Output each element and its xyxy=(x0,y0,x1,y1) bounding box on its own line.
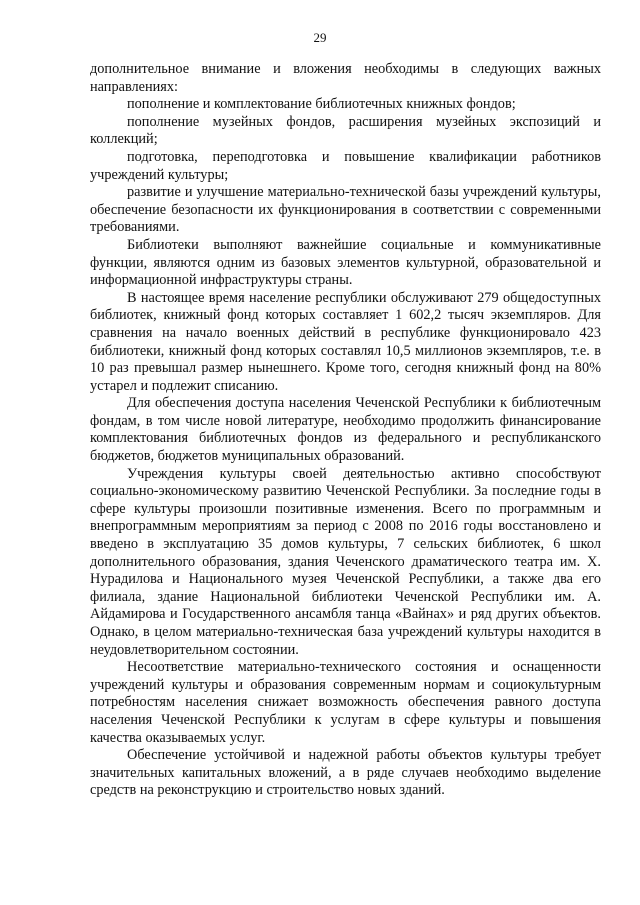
paragraph-intro: дополнительное внимание и вложения необходимы в следующих важных направлениях: xyxy=(90,61,601,95)
paragraph: Обеспечение устойчивой и надежной работы объектов культуры требует значительных капитальных вложений, а в ряде случаев необходимо выделение средств на реконструкцию и строительство новых зданий. xyxy=(90,747,601,799)
paragraph: Несоответствие материально-технического состояния и оснащенности учреждений культуры и образования современным нормам и социокультурным потребностям населения снижает возможность обеспечения равного доступа населения Чеченской Республики к услугам в сфере культуры и повышения качества оказываемых услуг. xyxy=(90,659,601,746)
list-item: пополнение и комплектование библиотечных книжных фондов; xyxy=(127,96,516,113)
list-item: развитие и улучшение материально-технической базы учреждений культуры, обеспечение безопасности их функционирования в соответствии с современными требованиями. xyxy=(90,184,601,236)
paragraph: Учреждения культуры своей деятельностью активно способствуют социально-экономическому развитию Чеченской Республики. За последние годы в сфере культуры произошли позитивные изменения. Всего по программным и внепрограммным мероприятиям за период с 2008 по 2016 годы восстановлено и введено в эксплуатацию 35 домов культуры, 7 сельских библиотек, 6 школ дополнительного образования, здания Чеченского драматического театра им. Х. Нурадилова и Национального музея Чеченской Республики, а также два его филиала, здание Национальной библиотеки Чеченской Республики им. А. Айдамирова и Государственного ансамбля танца «Вайнах» и ряд других объектов. Однако, в целом материально-техническая база учреждений культуры находится в неудовлетворительном состоянии. xyxy=(90,465,601,658)
list-item: пополнение музейных фондов, расширения музейных экспозиций и коллекций; xyxy=(90,113,601,148)
paragraph: В настоящее время население республики обслуживают 279 общедоступных библиотек, книжный фонд которых составляет 1 602,2 тысяч экземпляров. Для сравнения на начало военных действий в республике функционировало 423 библиотеки, книжный фонд которых составлял 10,5 миллионов экземпляров, т.е. в 10 раз превышал размер нынешнего. Кроме того, сегодня книжный фонд на 80% устарел и подлежит списанию. xyxy=(90,289,601,394)
paragraph: Для обеспечения доступа населения Чеченской Республики к библиотечным фондам, в том числе новой литературе, необходимо продолжить финансирование комплектования библиотечных фондов из федерального и республиканского бюджетов, бюджетов муниципальных образований. xyxy=(90,395,601,465)
page-number: 29 xyxy=(313,30,327,45)
body-text xyxy=(90,61,601,800)
paragraph: Библиотеки выполняют важнейшие социальные и коммуникативные функции, являются одним из базовых элементов культурной, образовательной и информационной инфраструктуры страны. xyxy=(90,236,601,289)
list-item: подготовка, переподготовка и повышение квалификации работников учреждений культуры; xyxy=(90,148,601,183)
